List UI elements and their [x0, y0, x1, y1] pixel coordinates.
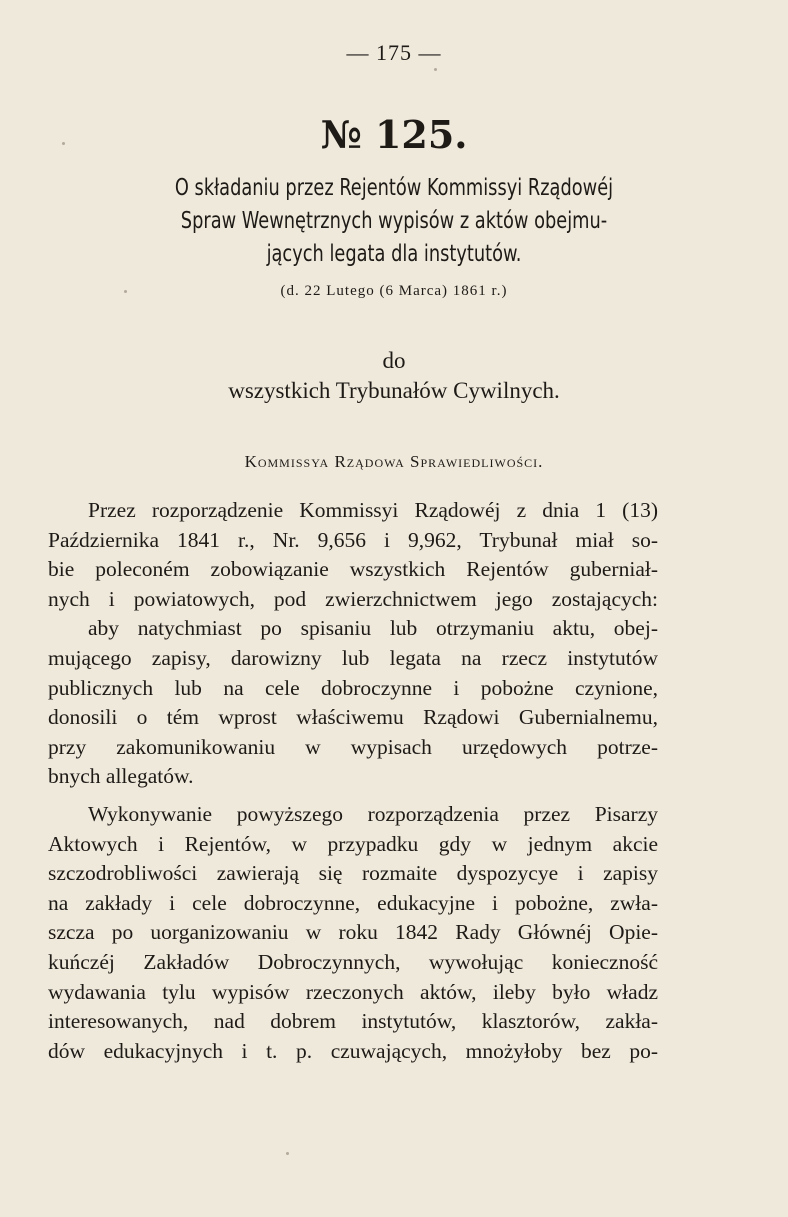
- text-line: Wykonywanie powyższego rozporządzenia przez Pisarzy: [88, 802, 658, 826]
- text-line: Października 1841 r., Nr. 9,656 i 9,962, Trybunał miał so-: [48, 527, 658, 552]
- text-line: na zakłady i cele dobroczynne, edukacyjne i pobożne, zwła-: [48, 890, 658, 915]
- addressee: [0, 346, 788, 406]
- text-line: aby natychmiast po spisaniu lub otrzymaniu aktu, obej-: [88, 616, 658, 641]
- text-line: kuńczéj Zakładów Dobroczynnych, wywołując konieczność: [48, 949, 658, 974]
- paragraph-1: [48, 496, 658, 792]
- document-number: № 125.: [320, 112, 468, 157]
- text-line: donosili o tém wprost właściwemu Rządowi Gubernialnemu,: [48, 705, 658, 730]
- text-line: wydawania tylu wypisów rzeczonych aktów, ileby było władz: [48, 979, 658, 1004]
- title-line: Spraw Wewnętrznych wypisów z aktów obejmu-: [180, 208, 608, 234]
- text-line: nych i powiatowych, pod zwierzchnictwem jego zostających:: [48, 586, 658, 611]
- issuing-authority: Kommissya Rządowa Sprawiedliwości.: [244, 452, 544, 471]
- paragraph-2: [48, 800, 658, 1066]
- paper-speck: [286, 1152, 289, 1155]
- text-line: publicznych lub na cele dobroczynne i pobożne czynione,: [48, 675, 658, 700]
- text-line: mującego zapisy, darowizny lub legata na rzecz instytutów: [48, 645, 658, 670]
- addressee-line: wszystkich Trybunałów Cywilnych.: [228, 378, 560, 403]
- text-line: Aktowych i Rejentów, w przypadku gdy w jednym akcie: [48, 831, 658, 856]
- text-line: interesowanych, nad dobrem instytutów, klasztorów, zakła-: [48, 1009, 658, 1034]
- title-line: jących legata dla instytutów.: [266, 241, 522, 267]
- text-line: dów edukacyjnych i t. p. czuwających, mnożyłoby bez po-: [48, 1038, 658, 1063]
- addressee-line: do: [382, 348, 406, 373]
- page-number: — 175 —: [346, 40, 442, 65]
- text-line: szczodrobliwości zawierają się rozmaite dyspozycye i zapisy: [48, 861, 658, 886]
- text-line: bnych allegatów.: [48, 764, 194, 789]
- paper-speck: [434, 68, 437, 71]
- text-line: bie poleconém zobowiązanie wszystkich Rejentów guberniał-: [48, 557, 658, 582]
- document-title: [107, 172, 681, 271]
- text-line: przy zakomunikowaniu w wypisach urzędowych potrze-: [48, 734, 658, 759]
- paper-speck: [124, 290, 127, 293]
- title-line: O składaniu przez Rejentów Kommissyi Rządowéj: [174, 175, 614, 201]
- text-line: szcza po uorganizowaniu w roku 1842 Rady Głównéj Opie-: [48, 920, 658, 945]
- document-date: (d. 22 Lutego (6 Marca) 1861 r.): [280, 283, 508, 299]
- text-line: Przez rozporządzenie Kommissyi Rządowéj z dnia 1 (13): [88, 498, 658, 522]
- paper-speck: [62, 142, 65, 145]
